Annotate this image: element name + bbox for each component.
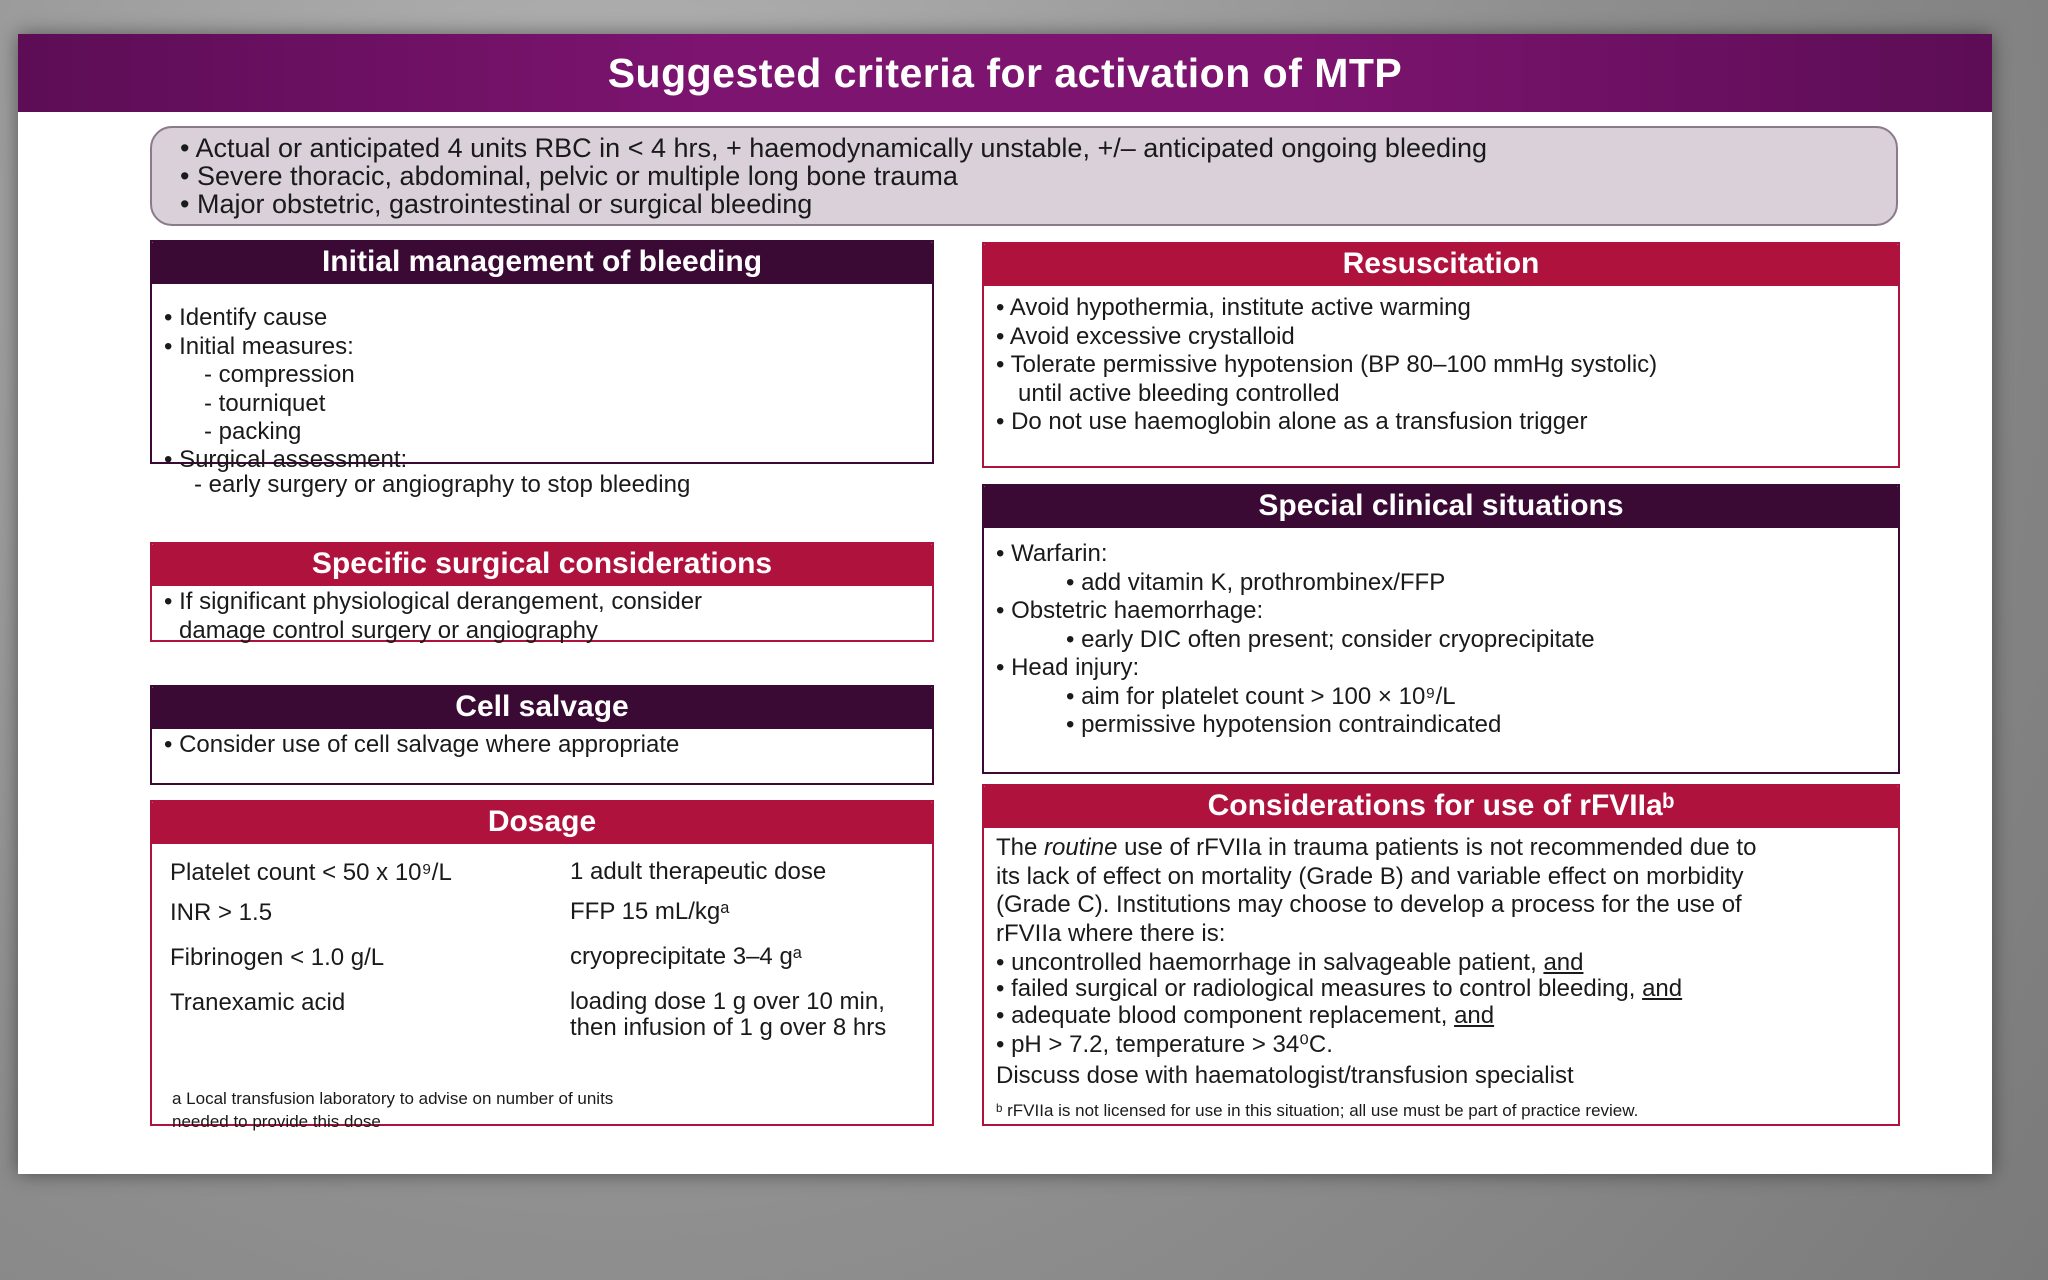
cell-salvage-header: Cell salvage: [150, 685, 934, 729]
rfviia-discuss: Discuss dose with haematologist/transfusion specialist: [996, 1062, 1574, 1089]
dosage-treatment: loading dose 1 g over 10 min, then infusion of 1 g over 8 hrs: [570, 988, 887, 1041]
slide-paper: [18, 34, 1992, 1174]
list-item: • permissive hypotension contraindicated: [1066, 711, 1502, 738]
list-item: - compression: [204, 361, 355, 388]
text-run: The: [996, 834, 1045, 861]
list-item: • add vitamin K, prothrombinex/FFP: [1066, 568, 1446, 596]
and-underlined: and: [1642, 975, 1683, 1002]
criteria-item: • Major obstetric, gastrointestinal or surgical bleeding: [180, 189, 813, 219]
dosage-treatment: 1 adult therapeutic dose: [570, 858, 827, 885]
list-item: [996, 976, 1886, 1002]
list-item: • aim for platelet count > 100 × 10⁹/L: [1066, 682, 1456, 710]
special-situations-header: Special clinical situations: [982, 484, 1900, 528]
activation-criteria: [150, 126, 1898, 226]
dosage-condition: Tranexamic acid: [170, 989, 346, 1016]
footnote-line: needed to provide this dose: [172, 1112, 381, 1131]
list-item: • Initial measures:: [164, 332, 354, 360]
dosage-condition: Fibrinogen < 1.0 g/L: [170, 944, 385, 971]
dosage-condition: INR > 1.5: [170, 899, 273, 926]
surgical-considerations-header: Specific surgical considerations: [150, 542, 934, 586]
list-item: - packing: [204, 418, 302, 445]
dosage-footnote: [172, 1087, 613, 1133]
list-item: • Warfarin:: [996, 540, 1108, 567]
list-item: until active bleeding controlled: [1018, 379, 1340, 407]
text-run: • uncontrolled haemorrhage in salvageable patient,: [996, 949, 1544, 976]
rfviia-footnote: ᵇ rFVIIa is not licensed for use in this situation; all use must be part of practice review.: [996, 1100, 1639, 1120]
list-item: damage control surgery or angiography: [179, 616, 598, 644]
list-item: • Do not use haemoglobin alone as a transfusion trigger: [996, 408, 1588, 435]
list-item: • Avoid hypothermia, institute active warming: [996, 294, 1471, 321]
rfviia-paragraph-line: its lack of effect on mortality (Grade B) and variable effect on morbidity: [996, 862, 1744, 890]
rfviia-panel: [982, 784, 1900, 1126]
cell-salvage-panel: [150, 685, 934, 785]
initial-management-panel: [150, 240, 934, 498]
list-item: - tourniquet: [204, 389, 326, 417]
surgical-considerations-panel: [150, 542, 934, 642]
dosage-treatment: cryoprecipitate 3–4 gᵃ: [570, 943, 802, 970]
resuscitation-header: Resuscitation: [982, 242, 1900, 286]
list-item: • Avoid excessive crystalloid: [996, 322, 1295, 350]
list-item: - early surgery or angiography to stop bleeding: [194, 470, 691, 498]
list-item: • If significant physiological derangement, consider: [164, 588, 703, 615]
and-underlined: and: [1543, 949, 1584, 976]
page-title: Suggested criteria for activation of MTP: [18, 34, 1992, 112]
list-item: • early DIC often present; consider cryoprecipitate: [1066, 625, 1595, 653]
dosage-panel: [150, 800, 934, 1131]
text-run: • adequate blood component replacement,: [996, 1002, 1455, 1029]
initial-management-header: Initial management of bleeding: [150, 240, 934, 284]
dosage-condition: Platelet count < 50 x 10⁹/L: [170, 859, 452, 886]
text-run: • failed surgical or radiological measures to control bleeding,: [996, 975, 1643, 1002]
dosage-header: Dosage: [150, 800, 934, 844]
rfviia-paragraph-line: (Grade C). Institutions may choose to develop a process for the use of: [996, 891, 1742, 918]
footnote-line: a Local transfusion laboratory to advise on number of units: [172, 1089, 614, 1108]
and-underlined: and: [1454, 1002, 1495, 1029]
list-item: • Obstetric haemorrhage:: [996, 597, 1264, 624]
list-item: • Consider use of cell salvage where appropriate: [164, 731, 680, 758]
list-item: • Head injury:: [996, 654, 1140, 681]
text-run: use of rFVIIa in trauma patients is not recommended due to: [1117, 834, 1757, 861]
rfviia-header: Considerations for use of rFVIIaᵇ: [982, 784, 1900, 828]
special-situations-panel: [982, 484, 1900, 774]
text-run-italic: routine: [1044, 834, 1118, 861]
list-item: • Identify cause: [164, 304, 328, 331]
list-item: • Surgical assessment:: [164, 445, 408, 473]
list-item: [996, 1002, 1886, 1030]
criteria-item: • Severe thoracic, abdominal, pelvic or multiple long bone trauma: [180, 161, 958, 191]
list-item: • Tolerate permissive hypotension (BP 80–100 mmHg systolic): [996, 351, 1658, 378]
rfviia-paragraph-line: rFVIIa where there is:: [996, 919, 1226, 947]
criteria-item: • Actual or anticipated 4 units RBC in < 4 hrs, + haemodynamically unstable, +/– anticipated ongoing bleeding: [180, 133, 1488, 163]
dosage-treatment: FFP 15 mL/kgᵃ: [570, 898, 730, 925]
list-item: [996, 950, 1886, 976]
list-item: • pH > 7.2, temperature > 34⁰C.: [996, 1031, 1333, 1058]
rfviia-paragraph-line: [996, 834, 1886, 863]
resuscitation-panel: [982, 242, 1900, 468]
